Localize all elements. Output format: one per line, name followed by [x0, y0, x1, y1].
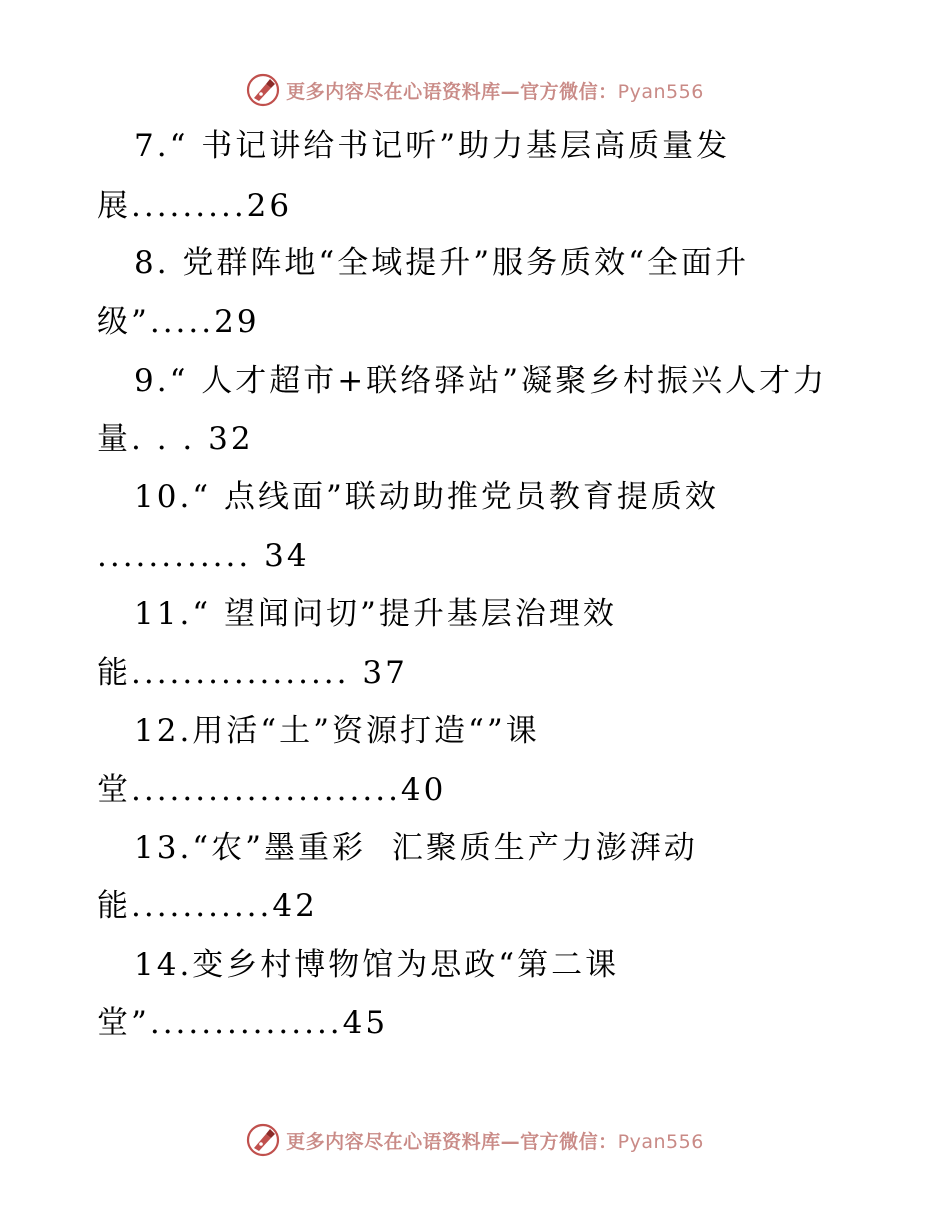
toc-entry-13-title: 13.“农”墨重彩 汇聚质生产力澎湃动 — [134, 830, 698, 866]
header-watermark — [0, 70, 950, 110]
toc-entry-11-page: 能................. 37 — [97, 655, 408, 691]
toc-entry-9-page: 量. . . 32 — [97, 421, 254, 457]
toc-entry-14-title: 14.变乡村博物馆为思政“第二课 — [134, 947, 620, 983]
toc-entry-8-page: 级”.....29 — [97, 304, 260, 340]
watermark-text: 更多内容尽在心语资料库—官方微信：Pyan556 — [286, 1130, 704, 1153]
pen-nib-circle-icon — [246, 73, 280, 107]
toc-entry-7-page: 展.........26 — [97, 188, 293, 224]
toc-entry-7-title: 7.“ 书记讲给书记听”助力基层高质量发 — [134, 128, 731, 164]
toc-entry-12-title: 12.用活“土”资源打造“”课 — [134, 713, 540, 749]
toc-entry-11-title: 11.“ 望闻问切”提升基层治理效 — [134, 596, 617, 632]
toc-entry-8-title: 8. 党群阵地“全域提升”服务质效“全面升 — [134, 245, 749, 281]
toc-entry-14-page: 堂”...............45 — [97, 1005, 389, 1041]
watermark-text: 更多内容尽在心语资料库—官方微信：Pyan556 — [286, 80, 704, 103]
toc-entry-10-title: 10.“ 点线面”联动助推党员教育提质效 — [134, 479, 719, 515]
toc-entry-10-page: ............ 34 — [97, 538, 310, 574]
footer-watermark — [0, 1120, 950, 1160]
toc-entry-13-page: 能...........42 — [97, 888, 318, 924]
pen-nib-circle-icon — [246, 1123, 280, 1157]
toc-entry-12-page: 堂.....................40 — [97, 772, 447, 808]
toc-entry-9-title: 9.“ 人才超市+联络驿站”凝聚乡村振兴人才力 — [134, 363, 828, 399]
